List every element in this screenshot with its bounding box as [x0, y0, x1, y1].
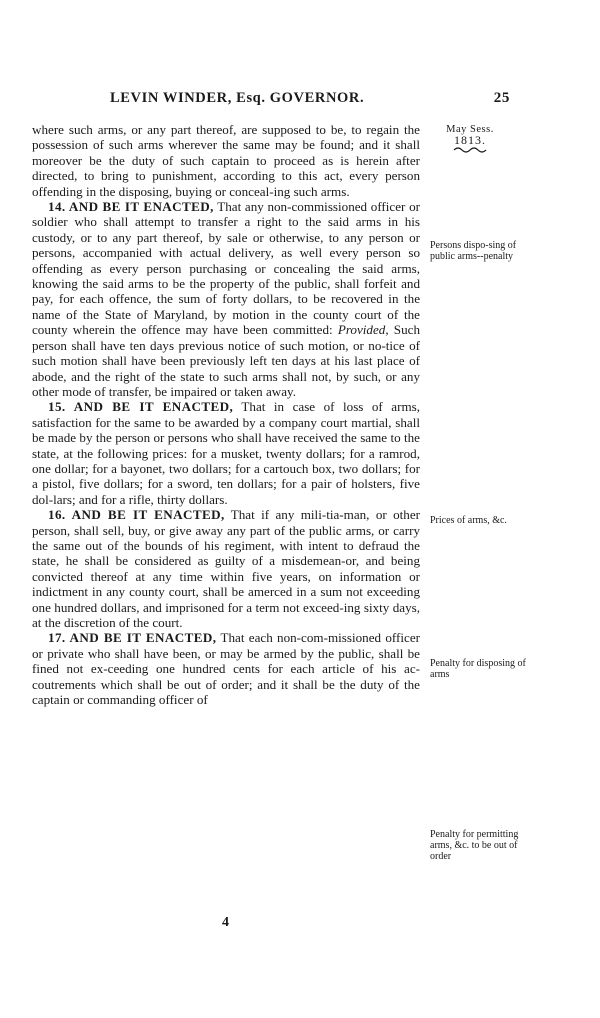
margin-note-14: Persons dispo-sing of public arms--penalty: [430, 240, 517, 262]
paragraph-intro: where such arms, or any part thereof, are supposed to be, to regain the possession of such arms wherever the same may be found; and it shall moreover be the duty of such captain to proceed as is herein after directed, to bring to punishment, according to this act, every person offending in the disposing, buying or conceal-ing such arms.: [32, 122, 420, 199]
session-label: May Sess.: [446, 124, 494, 135]
margin-note-17: Penalty for permitting arms, &c. to be out of order: [430, 829, 519, 862]
section-14-text-a: That any non-commissioned officer or soldier who shall attempt to transfer a right to the said arms in his custody, or to any part thereof, by sale or otherwise, to any person or persons, accompanied with actual delivery, as well every person so offending as every person purchasing or concealing the said arms, knowing the said arms to be the property of the public, shall forfeit and pay, for each offence, the sum of forty dollars, to be recovered in the name of the State of Maryland, by motion in the county court of the county wherein the offence may have been committed:: [32, 199, 420, 338]
squiggle-ornament-icon: [453, 146, 487, 154]
section-15-lead: 15. AND BE IT ENACTED,: [48, 399, 234, 415]
section-16-text: That if any mili-tia-man, or other person, shall sell, buy, or give away any part of the public arms, or carry the same out of the bounds of his regiment, with intent to defraud the state, he shall be considered as guilty of a misdemean-or, and being convicted thereof at any time within five years, on information or indictment in any county court, shall be amerced in a sum not exceeding one hundred dollars, and imprisoned for a term not exceed-ing sixty days, at the discretion of the court.: [32, 507, 420, 630]
signature-mark: 4: [222, 915, 229, 930]
body-text: [32, 122, 420, 707]
section-14-lead: 14. AND BE IT ENACTED,: [48, 199, 214, 215]
section-15-text: That in case of loss of arms, satisfaction for the same to be awarded by a company court martial, shall be made by the person or persons who shall have received the same to the state, at the following prices: for a musket, twenty dollars; for a ramrod, one dollar; for a bayonet, two dollars; for a cartouch box, two dollars; for a pistol, five dollars; for a sword, ten dollars; for a pair of holsters, five dol-lars; and for a rifle, thirty dollars.: [32, 399, 421, 507]
margin-note-16: Penalty for disposing of arms: [430, 658, 526, 680]
margin-note-session: [430, 124, 510, 154]
page-number: 25: [493, 90, 510, 106]
session-year: 1813.: [454, 133, 486, 147]
section-17: [32, 630, 420, 707]
section-16: [32, 507, 420, 630]
running-header: [110, 90, 510, 107]
section-15: [32, 399, 420, 507]
section-17-text: That each non-com-missioned officer or private who shall have been, or may be armed by the public, shall be fined not ex-ceeding one hundred cents for each article of his ac-coutrements which shall be out of order; and it shall be the duty of the captain or commanding officer of: [32, 630, 421, 708]
section-14-provided: Provided,: [337, 322, 389, 338]
running-title: LEVIN WINDER, Esq. GOVERNOR.: [110, 90, 365, 106]
section-17-lead: 17. AND BE IT ENACTED,: [48, 630, 217, 646]
section-14-text-b: Such person shall have ten days previous notice of such motion, or no-tice of such motion shall have been previously left ten days at his last place of abode, and the right of the state to such arms shall not, by such, or any other mode of transfer, be impaired or taken away.: [32, 322, 420, 399]
section-16-lead: 16. AND BE IT ENACTED,: [48, 507, 225, 523]
margin-note-15: Prices of arms, &c.: [430, 515, 507, 526]
section-14: [32, 199, 420, 399]
